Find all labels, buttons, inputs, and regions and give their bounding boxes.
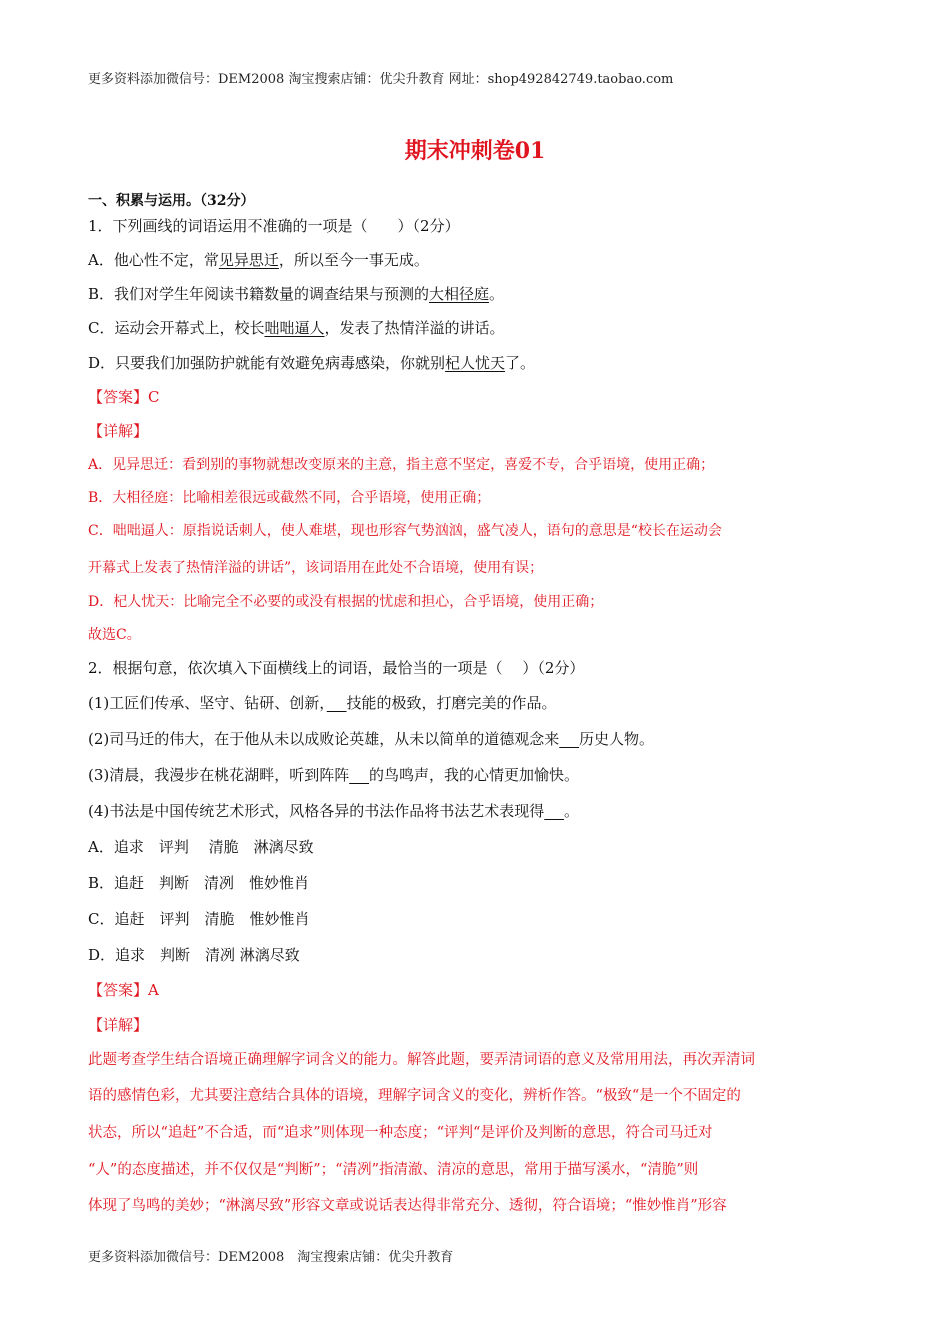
underlined-word: 大相径庭 [429,285,490,303]
underlined-word: 杞人忧天 [445,354,506,372]
q2-option-a: A．追求 评判 清脆 淋漓尽致 [88,838,314,856]
q2-exp-line: 此题考查学生结合语境正确理解字词含义的能力。解答此题，要弄清词语的意义及常用用法，再次弄清词 [88,1052,755,1068]
q1-stem: 1．下列画线的词语运用不准确的一项是（ ）（2分） [88,217,460,235]
q2-exp-line: 语的感情色彩，尤其要注意结合具体的语境，理解字词含义的变化，辨析作答。“极致“是一个不固定的 [88,1088,741,1104]
q2-exp-line: 状态，所以“追赶”不合适，而“追求”则体现一种态度；“评判“是评价及判断的意思，符合司马迁对 [88,1125,713,1141]
q1-exp-line: B．大相径庭：比喻相差很远或截然不同，合乎语境，使用正确； [88,490,491,506]
q2-option-b: B．追赶 判断 清冽 惟妙惟肖 [88,874,310,892]
q1-option-b: B．我们对学生年阅读书籍数量的调查结果与预测的大相径庭。 [88,285,505,303]
q1-exp-line: 故选C。 [88,627,141,643]
blank [327,694,347,712]
q1-exp-line: 开幕式上发表了热情洋溢的讲话”，该词语用在此处不合语境，使用有误； [88,560,544,576]
q1-exp-line: C．咄咄逼人：原指说话刺人，使人难堪，现也形容气势汹汹，盛气凌人，语句的意思是“校长在运动会 [88,523,722,539]
blank [559,730,579,748]
q2-option-c: C．追赶 评判 清脆 惟妙惟肖 [88,910,310,928]
q2-exp-line: 体现了鸟鸣的美妙；“淋漓尽致”形容文章或说话表达得非常充分、透彻，符合语境；“惟妙惟肖”形容 [88,1198,727,1214]
q1-option-d: D．只要我们加强防护就能有效避免病毒感染，你就别杞人忧天了。 [88,354,536,372]
page-header: 更多资料添加微信号：DEM2008 淘宝搜索店铺：优尖升教育 网址：shop492842749.taobao.com [88,72,674,87]
q1-option-c: C．运动会开幕式上，校长咄咄逼人，发表了热情洋溢的讲话。 [88,319,505,337]
q1-exp-line: A．见异思迁：看到别的事物就想改变原来的主意，指主意不坚定，喜爱不专，合乎语境，使用正确； [88,457,715,473]
q2-exp-line: “人”的态度描述，并不仅仅是“判断”；“清冽”指清澈、清凉的意思，常用于描写溪水，“清脆”则 [88,1162,699,1178]
q2-stem: 2．根据句意，依次填入下面横线上的词语，最恰当的一项是（ ）（2分） [88,659,585,677]
q2-sentence-1: (1)工匠们传承、坚守、钻研、创新， 技能的极致，打磨完美的作品。 [88,694,557,712]
page-footer: 更多资料添加微信号：DEM2008 淘宝搜索店铺：优尖升教育 [88,1250,454,1265]
q1-option-a: A．他心性不定，常见异思迁，所以至今一事无成。 [88,251,429,269]
q1-exp-line: D．杞人忧天：比喻完全不必要的或没有根据的忧虑和担心，合乎语境，使用正确； [88,594,604,610]
q2-sentence-3: (3)清晨，我漫步在桃花湖畔，听到阵阵 的鸟鸣声，我的心情更加愉快。 [88,766,580,784]
page-title: 期末冲刺卷01 [404,138,546,164]
blank [349,766,369,784]
q1-answer: 【答案】C [88,388,160,406]
q2-sentence-4: (4)书法是中国传统艺术形式，风格各异的书法作品将书法艺术表现得 。 [88,802,580,820]
q1-detail-label: 【详解】 [88,422,149,440]
blank [544,802,564,820]
underlined-word: 见异思迁 [218,251,279,269]
q2-answer: 【答案】A [88,981,159,999]
q2-sentence-2: (2)司马迁的伟大，在于他从未以成败论英雄，从未以简单的道德观念来 历史人物。 [88,730,655,748]
q2-option-d: D．追求 判断 清冽 淋漓尽致 [88,946,300,964]
q2-detail-label: 【详解】 [88,1016,149,1034]
underlined-word: 咄咄逼人 [264,319,325,337]
section-heading: 一、积累与运用。（32分） [88,193,255,209]
